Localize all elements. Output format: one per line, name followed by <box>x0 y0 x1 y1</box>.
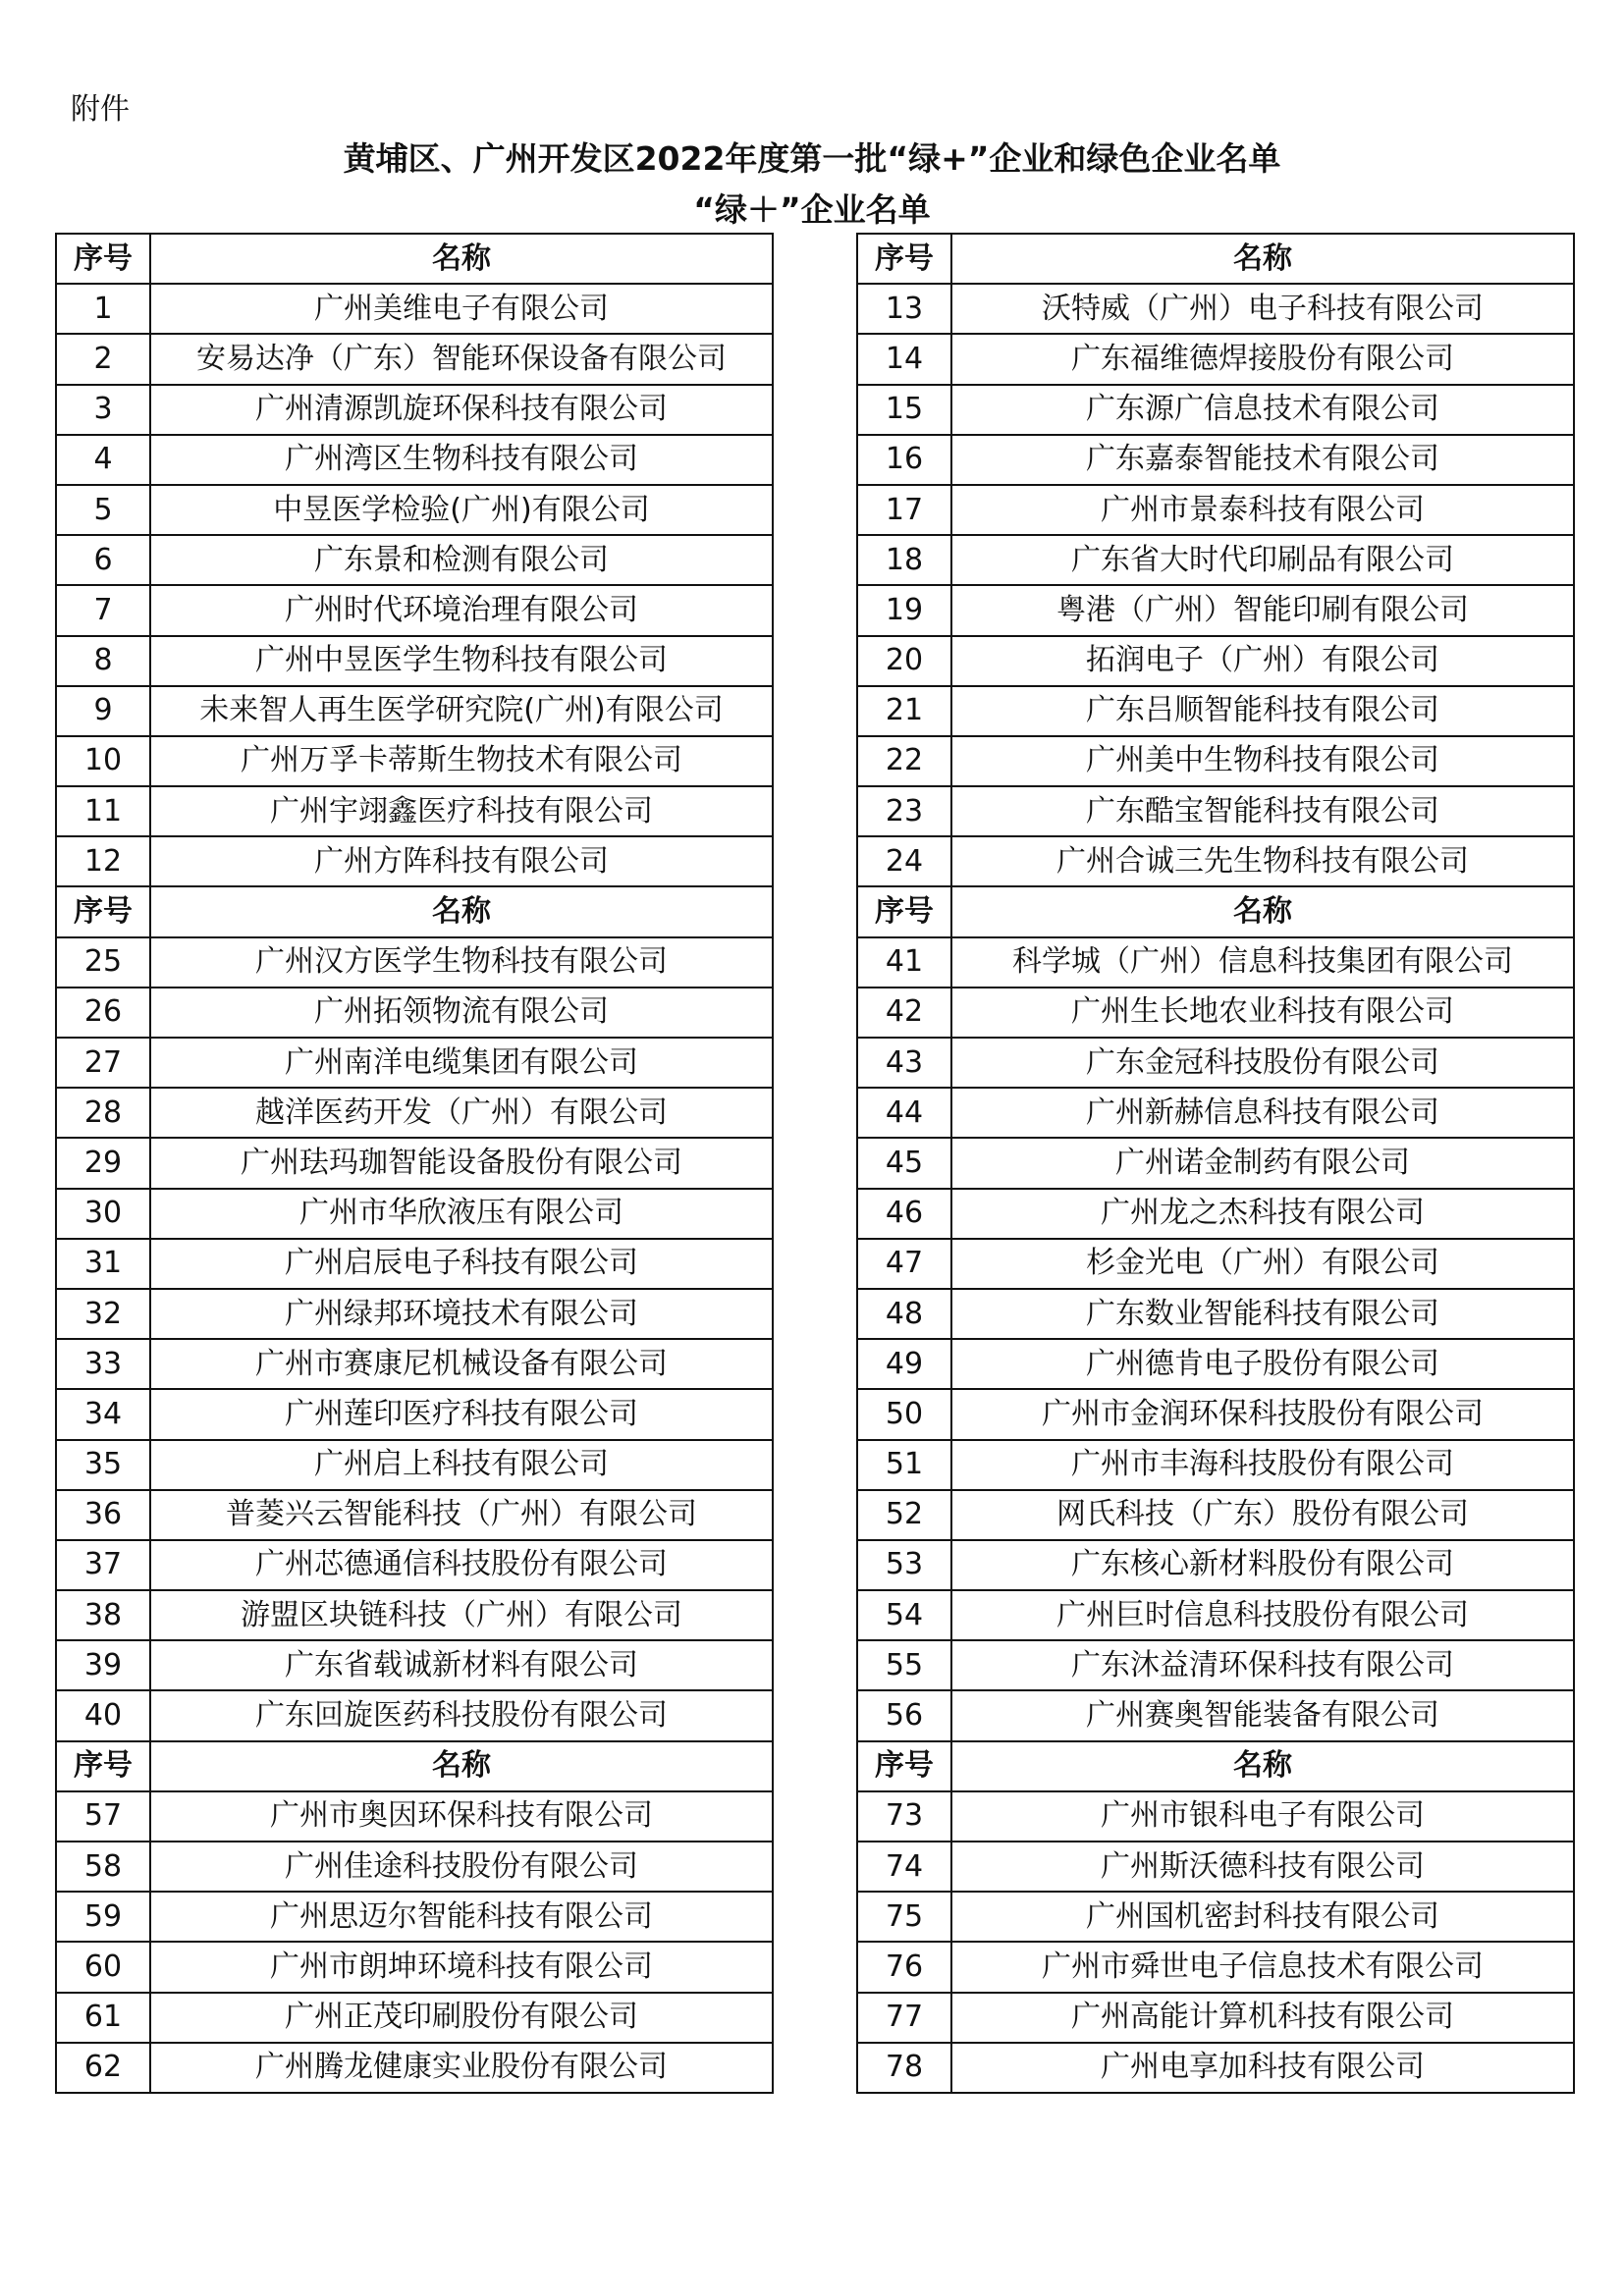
company-name: 广东酷宝智能科技有限公司 <box>951 786 1574 836</box>
company-name: 拓润电子（广州）有限公司 <box>951 636 1574 686</box>
table-row <box>857 1590 1574 1640</box>
company-name: 广州南洋电缆集团有限公司 <box>150 1038 773 1088</box>
table-row <box>857 1440 1574 1490</box>
company-name: 广州赛奥智能装备有限公司 <box>951 1690 1574 1740</box>
row-number: 38 <box>56 1590 150 1640</box>
table-header-row <box>857 1741 1574 1791</box>
company-name: 广州珐玛珈智能设备股份有限公司 <box>150 1138 773 1188</box>
table-row <box>56 385 773 435</box>
row-number: 22 <box>857 736 951 786</box>
table-row <box>857 1640 1574 1690</box>
table-row <box>857 385 1574 435</box>
table-row <box>56 836 773 886</box>
company-name: 广东省大时代印刷品有限公司 <box>951 535 1574 585</box>
table-subtitle: “绿＋”企业名单 <box>693 190 931 229</box>
row-number: 16 <box>857 435 951 485</box>
row-number: 39 <box>56 1640 150 1690</box>
table-row <box>56 1892 773 1942</box>
company-name: 广州市舜世电子信息技术有限公司 <box>951 1942 1574 1992</box>
row-number: 24 <box>857 836 951 886</box>
table-row <box>56 1038 773 1088</box>
table-row <box>56 1590 773 1640</box>
row-number: 77 <box>857 1993 951 2043</box>
company-name: 广州启辰电子科技有限公司 <box>150 1239 773 1289</box>
row-number: 49 <box>857 1339 951 1389</box>
table-row <box>857 1892 1574 1942</box>
company-name: 广州市金润环保科技股份有限公司 <box>951 1389 1574 1439</box>
company-name: 粤港（广州）智能印刷有限公司 <box>951 585 1574 635</box>
company-name: 广州市华欣液压有限公司 <box>150 1189 773 1239</box>
company-name: 广州巨时信息科技股份有限公司 <box>951 1590 1574 1640</box>
table-row <box>857 1993 1574 2043</box>
company-name: 广州电享加科技有限公司 <box>951 2043 1574 2093</box>
table-row <box>857 937 1574 988</box>
company-name: 广东吕顺智能科技有限公司 <box>951 686 1574 736</box>
company-name: 广州万孚卡蒂斯生物技术有限公司 <box>150 736 773 786</box>
table-row <box>56 686 773 736</box>
company-name: 普菱兴云智能科技（广州）有限公司 <box>150 1490 773 1540</box>
table-header-row <box>857 234 1574 284</box>
table-header-row <box>56 234 773 284</box>
company-name: 广州新赫信息科技有限公司 <box>951 1088 1574 1138</box>
company-name: 未来智人再生医学研究院(广州)有限公司 <box>150 686 773 736</box>
company-name: 广州德肯电子股份有限公司 <box>951 1339 1574 1389</box>
table-row <box>56 1640 773 1690</box>
company-name: 广州正茂印刷股份有限公司 <box>150 1993 773 2043</box>
company-name: 广州美维电子有限公司 <box>150 284 773 334</box>
table-row <box>56 535 773 585</box>
table-row <box>857 1138 1574 1188</box>
row-number: 27 <box>56 1038 150 1088</box>
table-row <box>857 686 1574 736</box>
company-name: 广州绿邦环境技术有限公司 <box>150 1289 773 1339</box>
company-name: 网氏科技（广东）股份有限公司 <box>951 1490 1574 1540</box>
table-row <box>56 1842 773 1892</box>
table-row <box>56 2043 773 2093</box>
row-number: 40 <box>56 1690 150 1740</box>
company-name: 广东源广信息技术有限公司 <box>951 385 1574 435</box>
row-number: 31 <box>56 1239 150 1289</box>
company-name: 广州思迈尔智能科技有限公司 <box>150 1892 773 1942</box>
table-row <box>56 334 773 384</box>
row-number: 48 <box>857 1289 951 1339</box>
company-name: 越洋医药开发（广州）有限公司 <box>150 1088 773 1138</box>
company-name: 科学城（广州）信息科技集团有限公司 <box>951 937 1574 988</box>
table-row <box>56 1138 773 1188</box>
company-name: 广东嘉泰智能技术有限公司 <box>951 435 1574 485</box>
table-row <box>56 1942 773 1992</box>
table-row <box>857 836 1574 886</box>
header-no: 序号 <box>56 234 150 284</box>
table-row <box>857 1842 1574 1892</box>
row-number: 58 <box>56 1842 150 1892</box>
header-name: 名称 <box>951 1741 1574 1791</box>
header-name: 名称 <box>150 234 773 284</box>
company-name: 游盟区块链科技（广州）有限公司 <box>150 1590 773 1640</box>
company-name: 广州莲印医疗科技有限公司 <box>150 1389 773 1439</box>
table-row <box>56 1239 773 1289</box>
company-name: 广州中昱医学生物科技有限公司 <box>150 636 773 686</box>
row-number: 46 <box>857 1189 951 1239</box>
table-row <box>857 435 1574 485</box>
header-name: 名称 <box>150 886 773 936</box>
table-row <box>857 988 1574 1038</box>
table-row <box>857 284 1574 334</box>
row-number: 35 <box>56 1440 150 1490</box>
row-number: 1 <box>56 284 150 334</box>
table-row <box>56 1339 773 1389</box>
row-number: 14 <box>857 334 951 384</box>
row-number: 50 <box>857 1389 951 1439</box>
row-number: 41 <box>857 937 951 988</box>
table-row <box>56 1289 773 1339</box>
company-name: 广州宇翊鑫医疗科技有限公司 <box>150 786 773 836</box>
company-name: 广州时代环境治理有限公司 <box>150 585 773 635</box>
header-no: 序号 <box>857 234 951 284</box>
row-number: 44 <box>857 1088 951 1138</box>
table-row <box>857 1339 1574 1389</box>
row-number: 59 <box>56 1892 150 1942</box>
row-number: 78 <box>857 2043 951 2093</box>
table-row <box>857 1791 1574 1842</box>
table-row <box>56 1440 773 1490</box>
table-row <box>857 1038 1574 1088</box>
company-name: 广州生长地农业科技有限公司 <box>951 988 1574 1038</box>
company-name: 广州佳途科技股份有限公司 <box>150 1842 773 1892</box>
table-header-row <box>857 886 1574 936</box>
table-row <box>857 2043 1574 2093</box>
table-row <box>857 1189 1574 1239</box>
row-number: 4 <box>56 435 150 485</box>
table-row <box>56 1993 773 2043</box>
row-number: 5 <box>56 485 150 535</box>
company-name: 广东核心新材料股份有限公司 <box>951 1540 1574 1590</box>
company-name: 广东景和检测有限公司 <box>150 535 773 585</box>
row-number: 62 <box>56 2043 150 2093</box>
row-number: 8 <box>56 636 150 686</box>
table-row <box>56 988 773 1038</box>
table-row <box>56 736 773 786</box>
header-no: 序号 <box>56 1741 150 1791</box>
table-row <box>857 636 1574 686</box>
row-number: 20 <box>857 636 951 686</box>
company-name: 广州腾龙健康实业股份有限公司 <box>150 2043 773 2093</box>
table-row <box>857 1389 1574 1439</box>
row-number: 57 <box>56 1791 150 1842</box>
table-row <box>857 1490 1574 1540</box>
row-number: 34 <box>56 1389 150 1439</box>
row-number: 15 <box>857 385 951 435</box>
table-row <box>56 485 773 535</box>
table-row <box>56 636 773 686</box>
company-name: 中昱医学检验(广州)有限公司 <box>150 485 773 535</box>
company-name: 广东回旋医药科技股份有限公司 <box>150 1690 773 1740</box>
row-number: 73 <box>857 1791 951 1842</box>
header-name: 名称 <box>150 1741 773 1791</box>
row-number: 75 <box>857 1892 951 1942</box>
table-header-row <box>56 1741 773 1791</box>
row-number: 28 <box>56 1088 150 1138</box>
company-name: 广州汉方医学生物科技有限公司 <box>150 937 773 988</box>
header-name: 名称 <box>951 234 1574 284</box>
row-number: 32 <box>56 1289 150 1339</box>
table-row <box>56 1088 773 1138</box>
company-table-right <box>856 233 1575 2094</box>
table-row <box>56 1189 773 1239</box>
table-row <box>857 1540 1574 1590</box>
company-table-left <box>55 233 774 2094</box>
row-number: 52 <box>857 1490 951 1540</box>
row-number: 25 <box>56 937 150 988</box>
company-name: 广州湾区生物科技有限公司 <box>150 435 773 485</box>
row-number: 11 <box>56 786 150 836</box>
company-name: 广州斯沃德科技有限公司 <box>951 1842 1574 1892</box>
row-number: 43 <box>857 1038 951 1088</box>
table-row <box>56 937 773 988</box>
company-name: 广州市赛康尼机械设备有限公司 <box>150 1339 773 1389</box>
company-name: 广州美中生物科技有限公司 <box>951 736 1574 786</box>
attachment-label: 附件 <box>71 92 130 127</box>
company-name: 广州合诚三先生物科技有限公司 <box>951 836 1574 886</box>
row-number: 42 <box>857 988 951 1038</box>
table-row <box>56 1540 773 1590</box>
row-number: 29 <box>56 1138 150 1188</box>
company-name: 广州市朗坤环境科技有限公司 <box>150 1942 773 1992</box>
company-name: 广州市奥因环保科技有限公司 <box>150 1791 773 1842</box>
table-row <box>857 1239 1574 1289</box>
table-row <box>56 435 773 485</box>
table-header-row <box>56 886 773 936</box>
row-number: 17 <box>857 485 951 535</box>
table-row <box>56 585 773 635</box>
table-row <box>56 284 773 334</box>
table-row <box>857 786 1574 836</box>
company-name: 广东数业智能科技有限公司 <box>951 1289 1574 1339</box>
row-number: 19 <box>857 585 951 635</box>
table-row <box>56 1690 773 1740</box>
company-name: 广州芯德通信科技股份有限公司 <box>150 1540 773 1590</box>
header-name: 名称 <box>951 886 1574 936</box>
row-number: 54 <box>857 1590 951 1640</box>
row-number: 60 <box>56 1942 150 1992</box>
row-number: 26 <box>56 988 150 1038</box>
company-name: 广州市银科电子有限公司 <box>951 1791 1574 1842</box>
row-number: 2 <box>56 334 150 384</box>
company-name: 广州高能计算机科技有限公司 <box>951 1993 1574 2043</box>
row-number: 51 <box>857 1440 951 1490</box>
row-number: 7 <box>56 585 150 635</box>
row-number: 37 <box>56 1540 150 1590</box>
row-number: 30 <box>56 1189 150 1239</box>
company-name: 广州市景泰科技有限公司 <box>951 485 1574 535</box>
table-row <box>857 485 1574 535</box>
row-number: 12 <box>56 836 150 886</box>
row-number: 47 <box>857 1239 951 1289</box>
row-number: 13 <box>857 284 951 334</box>
company-name: 杉金光电（广州）有限公司 <box>951 1239 1574 1289</box>
table-row <box>56 1389 773 1439</box>
row-number: 18 <box>857 535 951 585</box>
row-number: 61 <box>56 1993 150 2043</box>
row-number: 33 <box>56 1339 150 1389</box>
table-row <box>857 334 1574 384</box>
row-number: 74 <box>857 1842 951 1892</box>
table-row <box>56 1791 773 1842</box>
row-number: 36 <box>56 1490 150 1540</box>
row-number: 76 <box>857 1942 951 1992</box>
company-name: 广州拓领物流有限公司 <box>150 988 773 1038</box>
row-number: 45 <box>857 1138 951 1188</box>
row-number: 9 <box>56 686 150 736</box>
company-name: 广州诺金制药有限公司 <box>951 1138 1574 1188</box>
header-no: 序号 <box>857 886 951 936</box>
row-number: 21 <box>857 686 951 736</box>
company-name: 广东金冠科技股份有限公司 <box>951 1038 1574 1088</box>
company-name: 广州国机密封科技有限公司 <box>951 1892 1574 1942</box>
row-number: 6 <box>56 535 150 585</box>
company-name: 广东福维德焊接股份有限公司 <box>951 334 1574 384</box>
company-name: 沃特威（广州）电子科技有限公司 <box>951 284 1574 334</box>
company-name: 广州清源凯旋环保科技有限公司 <box>150 385 773 435</box>
company-name: 广州启上科技有限公司 <box>150 1440 773 1490</box>
table-row <box>857 1289 1574 1339</box>
row-number: 53 <box>857 1540 951 1590</box>
table-row <box>857 736 1574 786</box>
row-number: 56 <box>857 1690 951 1740</box>
table-row <box>56 1490 773 1540</box>
company-name: 广东省载诚新材料有限公司 <box>150 1640 773 1690</box>
table-row <box>857 1942 1574 1992</box>
table-row <box>857 585 1574 635</box>
company-name: 广州方阵科技有限公司 <box>150 836 773 886</box>
table-row <box>857 1088 1574 1138</box>
table-row <box>857 535 1574 585</box>
company-name: 安易达净（广东）智能环保设备有限公司 <box>150 334 773 384</box>
company-name: 广东沐益清环保科技有限公司 <box>951 1640 1574 1690</box>
row-number: 10 <box>56 736 150 786</box>
row-number: 23 <box>857 786 951 836</box>
row-number: 55 <box>857 1640 951 1690</box>
row-number: 3 <box>56 385 150 435</box>
company-name: 广州市丰海科技股份有限公司 <box>951 1440 1574 1490</box>
document-title: 黄埔区、广州开发区2022年度第一批“绿+”企业和绿色企业名单 <box>343 139 1281 178</box>
table-row <box>857 1690 1574 1740</box>
table-row <box>56 786 773 836</box>
company-list-tables <box>55 233 1573 2182</box>
company-name: 广州龙之杰科技有限公司 <box>951 1189 1574 1239</box>
header-no: 序号 <box>857 1741 951 1791</box>
header-no: 序号 <box>56 886 150 936</box>
